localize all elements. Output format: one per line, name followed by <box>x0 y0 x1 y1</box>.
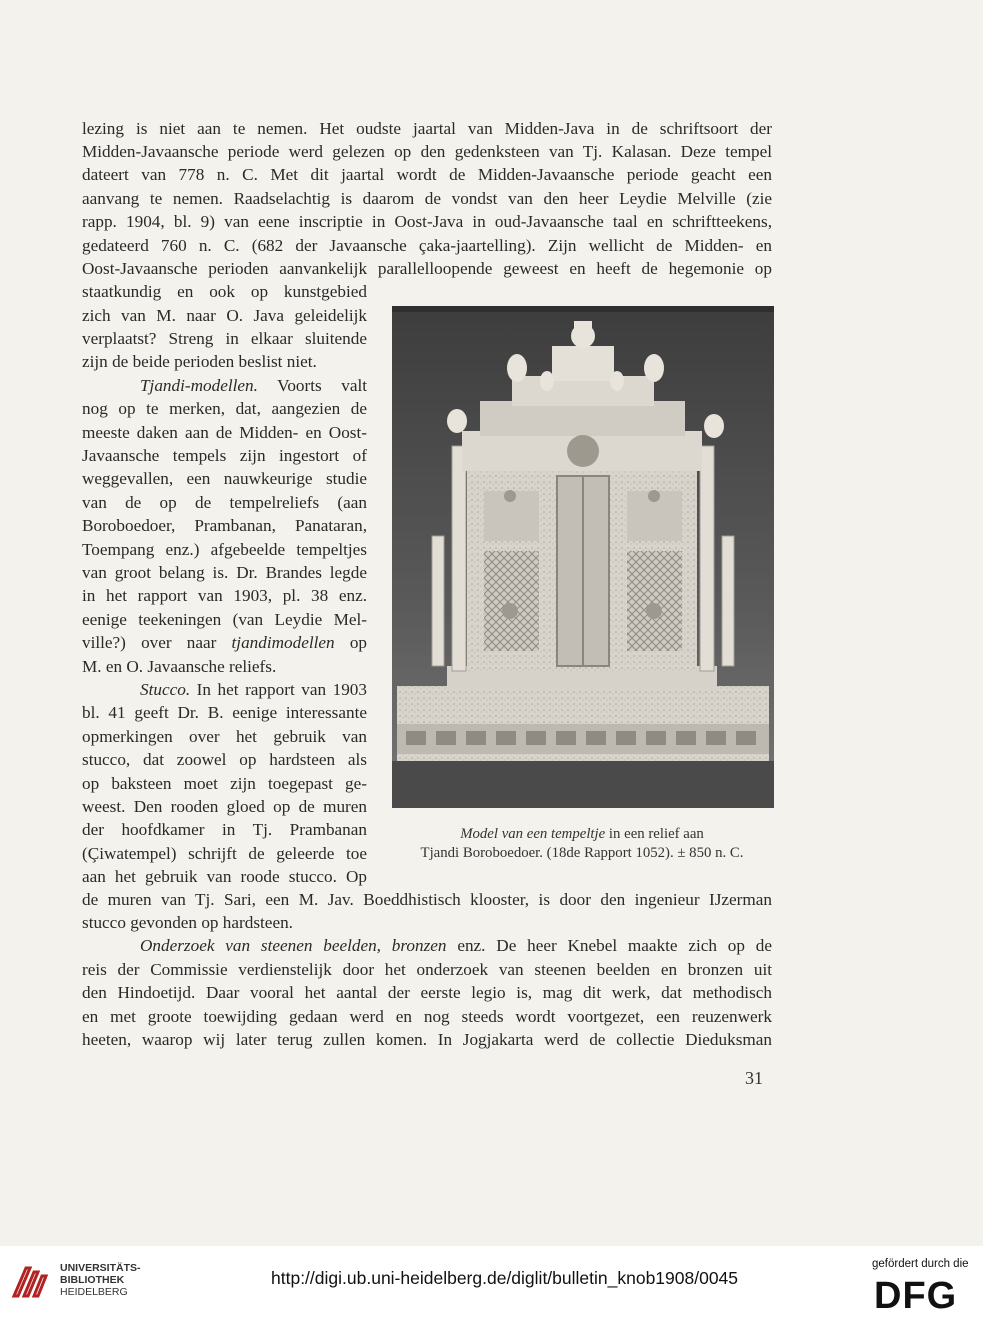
text-line: zich van M. naar O. Java geleidelijk <box>82 306 367 325</box>
text-line: Oost-Javaansche perioden aanvankelijk parallelloopende geweest en heeft de hegemonie op <box>82 259 772 278</box>
text-line: opmerkingen over het gebruik van <box>82 727 367 746</box>
text-line: de muren van Tj. Sari, een M. Jav. Boeddhistisch klooster, is door den ingenieur IJzerman <box>82 890 772 909</box>
permalink-url[interactable]: http://digi.ub.uni-heidelberg.de/diglit/bulletin_knob1908/0045 <box>271 1268 739 1288</box>
text-line: aan het gebruik van roode stucco. Op <box>82 867 367 886</box>
library-logo-icon <box>10 1260 54 1304</box>
text-line: en met groote toewijding gedaan werd en nog steeds wordt voortgezet, een reuzenwerk <box>82 1007 772 1026</box>
text-line: aanvang te nemen. Raadselachtig is daarom de vondst van den heer Leydie Melville (zie <box>82 189 772 208</box>
text-line: meeste daken aan de Midden- en Oost- <box>82 423 367 442</box>
text-line: nog op te merken, dat, aangezien de <box>82 399 367 418</box>
text-line: der hoofdkamer in Tj. Prambanan <box>82 820 367 839</box>
text-line: stucco, dat zoowel op hardsteen als <box>82 750 367 769</box>
text-line: zijn de beide perioden beslist niet. <box>82 352 317 371</box>
text-line: weggevallen, een nauwkeurige studie <box>82 469 367 488</box>
temple-model-illustration <box>392 306 774 808</box>
text-line: weest. Den rooden gloed op de muren <box>82 797 367 816</box>
library-name: UNIVERSITÄTS- BIBLIOTHEK HEIDELBERG <box>60 1262 141 1298</box>
text-line: bl. 41 geeft Dr. B. eenige interessante <box>82 703 367 722</box>
page-number: 31 <box>745 1068 763 1088</box>
figure-caption: Model van een tempeltje in een relief aan <box>460 826 704 842</box>
text-line: Javaansche tempels zijn ingestort of <box>82 446 367 465</box>
text-line: Midden-Javaansche periode werd gelezen op den gedenksteen van Tj. Kalasan. Deze tempel <box>82 142 772 161</box>
text-line: Tjandi-modellen. Voorts valt <box>140 376 367 395</box>
text-line: verplaatst? Streng in elkaar sluitende <box>82 329 367 348</box>
text-line: den Hindoetijd. Daar vooral het aantal der eerste legio is, mag dit werk, dat methodisch <box>82 983 772 1002</box>
text-line: van de op de tempelreliefs (aan <box>82 493 367 512</box>
funding-label: gefördert durch die <box>872 1258 969 1270</box>
text-line: heeten, waarop wij later terug zullen komen. In Jogjakarta werd de collectie Dieduksman <box>82 1030 772 1049</box>
text-line: eenige teekeningen (van Leydie Mel- <box>82 610 367 629</box>
text-line: op baksteen moet zijn toegepast ge- <box>82 774 367 793</box>
text-line: stucco gevonden op hardsteen. <box>82 913 293 932</box>
section-heading: Onderzoek van steenen beelden, bronzen <box>140 936 447 955</box>
text-line: Toempang enz.) afgebeelde tempeltjes <box>82 540 367 559</box>
text-line: staatkundig en ook op kunstgebied <box>82 282 367 301</box>
text-line: dateert van 778 n. C. Met dit jaartal wordt de Midden-Javaansche periode geacht een <box>82 165 772 184</box>
text-line: van groot belang is. Dr. Brandes legde <box>82 563 367 582</box>
text-line: Stucco. In het rapport van 1903 <box>140 680 367 699</box>
text-line: rapp. 1904, bl. 9) van eene inscriptie in Oost-Java in oud-Javaansche taal en schriftteekens, <box>82 212 772 231</box>
section-heading: Tjandi-modellen. <box>140 376 258 395</box>
text-line: gedateerd 760 n. C. (682 der Javaansche çaka-jaartelling). Zijn wellicht de Midden- en <box>82 236 772 255</box>
text-line: (Çiwatempel) schrijft de geleerde toe <box>82 844 367 863</box>
text-line: in het rapport van 1903, pl. 38 enz. <box>82 586 367 605</box>
text-line: lezing is niet aan te nemen. Het oudste jaartal van Midden-Java in de schriftsoort der <box>82 119 772 138</box>
text-line: M. en O. Javaansche reliefs. <box>82 657 277 676</box>
figure-caption-line2: Tjandi Boroboedoer. (18de Rapport 1052). ± 850 n. C. <box>420 845 744 861</box>
text-line: ville?) over naar tjandimodellen op <box>82 633 367 652</box>
text-line: Boroboedoer, Prambanan, Panataran, <box>82 516 367 535</box>
temple-model-photo <box>392 306 774 808</box>
dfg-logo: DFG <box>874 1275 958 1317</box>
text-line: reis der Commissie verdienstelijk door het onderzoek van steenen beelden en bronzen uit <box>82 960 772 979</box>
text-line: Onderzoek van steenen beelden, bronzen enz. De heer Knebel maakte zich op de <box>140 936 773 955</box>
section-heading: Stucco. <box>140 680 191 699</box>
